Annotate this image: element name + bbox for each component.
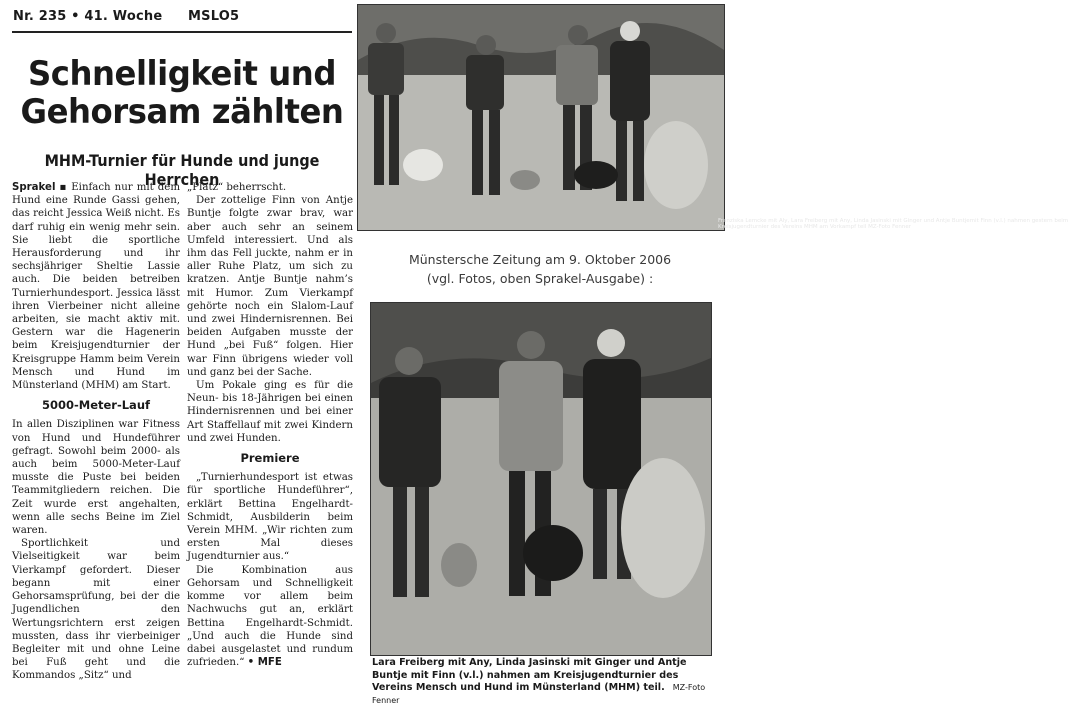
masthead-rule [12,31,352,33]
paragraph: „Platz“ beherrscht. [187,182,287,193]
photo-illustration [371,303,711,655]
photo2-credit: MZ-Foto Fenner [372,683,706,705]
paragraph [187,564,353,670]
source-note [357,250,723,288]
author-tag: • MFE [247,657,282,669]
subhead-premiere: Premiere [240,451,300,466]
headline [21,55,344,131]
masthead [13,9,240,24]
location-code: MSLO5 [188,9,240,24]
photo2-caption-text: Lara Freiberg mit Any, Linda Jasinski mit Ginger und Antje Buntje mit Finn (v.l.) nahmen am Kreisjugendturnier des Vereins Mensch und Hund im Münsterland (MHM) teil. [372,657,687,694]
paragraph: „Turnierhundesport ist etwas für sportliche Hundeführer“, erklärt Bettina Engelhardt-Schmidt, Ausbilderin beim Verein MHM. „Wir richten zum ersten Mal dieses Jugendturnier aus.“ [187,472,353,563]
paragraph: Um Pokale ging es für die Neun- bis 18-Jährigen bei einen Hindernisrennen und bei einer Art Staffellauf mit zwei Kindern und zwei Hunden. [187,380,353,444]
photo1-caption: Franziska Lemcke mit Aly, Lara Freiberg mit Any, Linda Jasinski mit Ginger und Antje Buntjemit Finn (v.l.) nahmen gestern beim Kreisjugendturnier des Vereins MHM am Vorkampf teil MZ-Foto Fenner [718,218,1069,230]
dateline: Sprakel [12,182,56,193]
subhead-5000m: 5000-Meter-Lauf [41,398,151,413]
headline-line-2: Gehorsam zählten [20,92,344,132]
photo-illustration [358,5,724,230]
photo-group-four-girls [357,4,1069,231]
photo2-caption [372,657,712,707]
headline-line-1: Schnelligkeit und [28,54,336,94]
paragraph: Sprakel ▪ Einfach nur mit dem Hund eine Runde Gassi gehen, das reicht Jessica Weiß nicht. Es darf ruhig ein wenig mehr sein. Sie liebt die sportliche Herausforderung und ihr sechsjähriger Sheltie Lassie auch. Die beiden betreiben Turnierhundesport. Jessica lässt ihren Vierbeiner nicht alleine arbeiten, sie macht aktiv mit. Gestern war die Hagenerin beim Kreisjugendturnier der Kreisgruppe Hamm beim Verein Mensch und Hund im Münsterland (MHM) am Start. [12,182,180,392]
paragraph-text: Die Kombination aus Gehorsam und Schnelligkeit komme vor allem beim Nachwuchs gut an, erklärt Bettina Engelhardt-Schmidt. „Und auch die Hunde sind dabei ausgelastet und rundum zufrieden.“ [187,564,353,669]
subheadline: MHM-Turnier für Hunde und junge Herrchen [44,151,320,189]
paragraph: Sportlichkeit und Vielseitigkeit war beim Vierkampf gefordert. Dieser begann mit einer Gehorsamsprüfung, bei der die Jugendlichen den Wertungsrichtern erst zeigen mussten, dass ihr vierbeiniger Begleiter mit und ohne Leine bei Fuß geht und die Kommandos „Sitz“ und [12,538,180,682]
source-note-line-1: Münstersche Zeitung am 9. Oktober 2006 [408,252,672,267]
article-column-1 [12,181,180,683]
issue-info: Nr. 235 • 41. Woche [13,9,163,24]
paragraph: In allen Disziplinen war Fitness von Hund und Hundeführer gefragt. Sowohl beim 2000- als auch beim 5000-Meter-Lauf musste die Puste bei beiden Teammitgliedern reichen. Die Zeit wurde erst angehalten, wenn alle sechs Beine im Ziel waren. [12,419,180,537]
paragraph-text: Einfach nur mit dem Hund eine Runde Gassi gehen, das reicht Jessica Weiß nicht. Es darf ruhig ein wenig mehr sein. Sie liebt die sportliche Herausforderung und ihr sechsjähriger Sheltie Lassie auch. Die beiden betreiben Turnierhundesport. Jessica lässt ihren Vierbeiner nicht alleine arbeiten, sie macht aktiv mit. Gestern war die Hagenerin beim Kreisjugendturnier der Kreisgruppe Hamm beim Verein Mensch und Hund im Münsterland (MHM) am Start. [12,182,180,392]
paragraph: Der zottelige Finn von Antje Buntje folgte zwar brav, war aber auch sehr an seinem Umfeld interessiert. Und als ihm das Fell juckte, nahm er in aller Ruhe Platz, um sich zu kratzen. Antje Buntje nahm’s mit Humor. Zum Vierkampf gehörte noch ein Slalom-Lauf und zwei Hindernisrennen. Bei beiden Aufgaben musste der Hund „bei Fuß“ folgen. Hier war Finn übrigens wieder voll und ganz bei der Sache. [187,195,353,378]
photo-group-three-girls [370,302,712,656]
source-note-line-2: (vgl. Fotos, oben Sprakel-Ausgabe) : [426,271,654,286]
article-column-2 [187,181,353,669]
